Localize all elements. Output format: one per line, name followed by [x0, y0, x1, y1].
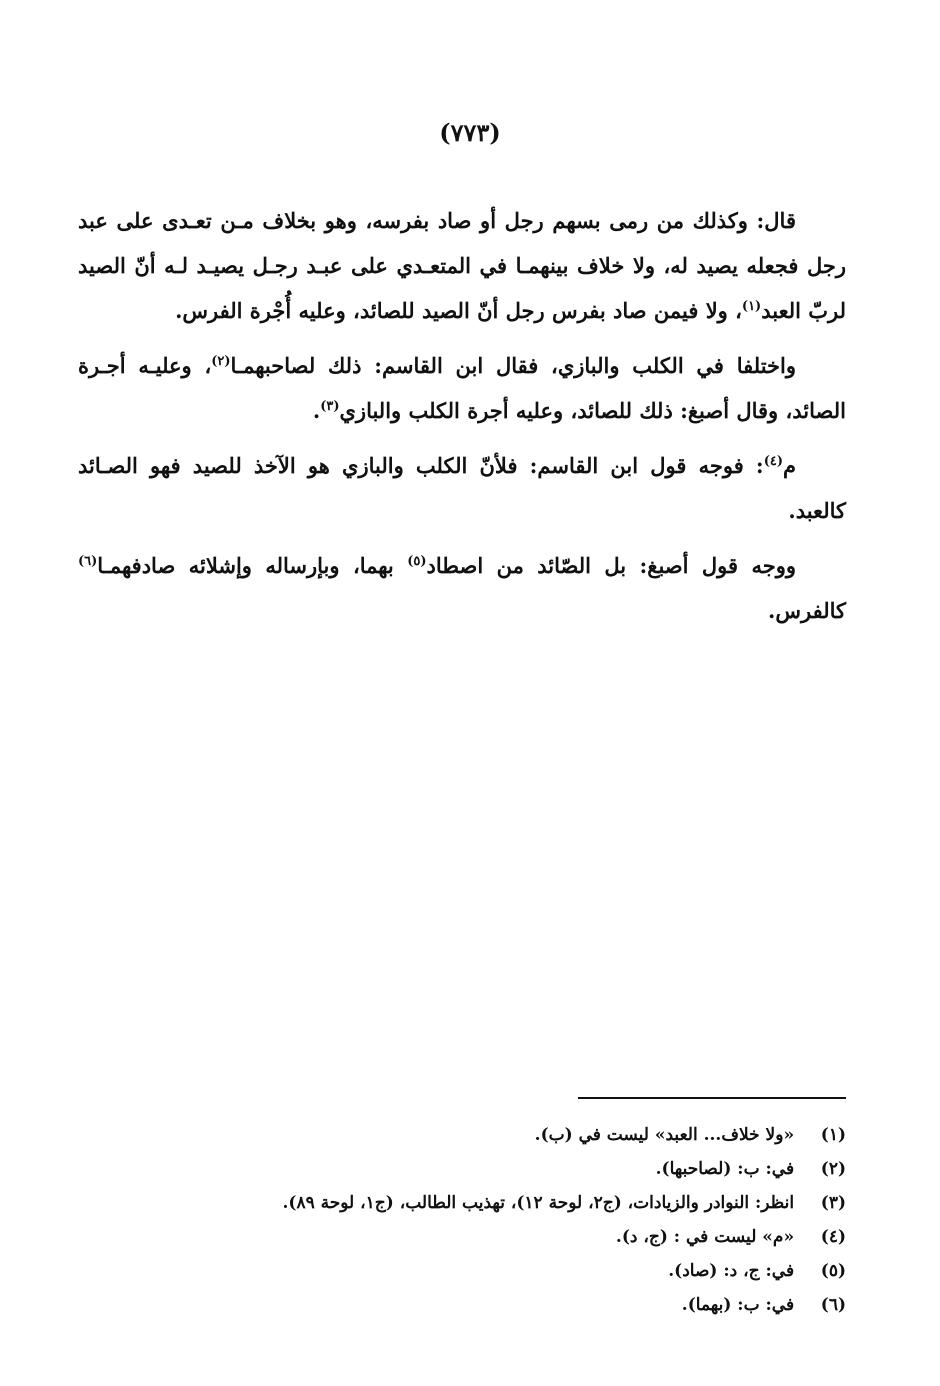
footnote-item [78, 1186, 846, 1220]
footnote-ref-1: (١) [741, 299, 762, 314]
paragraph-text: بهما، وبإرساله وإشلائه صادفهمـا [97, 553, 408, 578]
footnote-ref-5: (٥) [407, 554, 427, 569]
paragraph-text: ، ولا فيمن صاد بفرس رجل أنّ الصيد للصائد، وعليه أُجْرة الفرس. [175, 298, 742, 323]
paragraph-text: . [312, 398, 321, 423]
paragraph-text: : فوجه قول ابن القاسم: فلأنّ الكلب والبازي هو الآخذ للصيد فهو الصـائد كالعبد. [78, 453, 846, 523]
footnote-number: (٥) [820, 1261, 846, 1281]
footnote-divider [578, 1097, 846, 1099]
footnote-ref-2: (٢) [211, 354, 231, 369]
footnotes-list [78, 1118, 846, 1322]
footnote-item [78, 1254, 846, 1288]
footnote-text: في: ب: (لصاحبها). [655, 1159, 795, 1179]
footnote-number: (٦) [820, 1295, 846, 1315]
paragraph-text: واختلفا في الكلب والبازي، فقال ابن القاسم: ذلك لصاحبهمـا [230, 353, 796, 378]
paragraph-text: كالفرس. [768, 598, 846, 623]
footnote-ref-4: (٤) [763, 454, 783, 469]
footnote-number: (٤) [820, 1227, 846, 1247]
footnote-item [78, 1118, 846, 1152]
footnote-text: «م» ليست في : (ج، د). [615, 1227, 795, 1247]
footnote-text: في: ب: (بهما). [681, 1295, 795, 1315]
page-number: (٧٧٣) [439, 118, 501, 147]
paragraph-4 [78, 543, 846, 633]
footnote-ref-3: (٣) [320, 399, 340, 414]
paragraph-text: قال: وكذلك من رمى بسهم رجل أو صاد بفرسه، وهو بخلاف مـن تعـدى على عبد رجل فجعله يصيد له، ولا خلاف بينهمـا في المتعـدي على عبـد رجـل يصيـد لـه أنّ الصيد لربّ العبد [78, 208, 846, 323]
paragraph-2 [78, 343, 846, 433]
footnote-text: «ولا خلاف... العبد» ليست في (ب). [534, 1125, 795, 1145]
footnote-number: (٢) [820, 1159, 846, 1179]
footnote-item [78, 1220, 846, 1254]
paragraph-text: م [782, 453, 796, 478]
footnote-ref-6: (٦) [78, 554, 98, 569]
footnote-text: انظر: النوادر والزيادات، (ج٢، لوحة ١٢)، تهذيب الطالب، (ج١، لوحة ٨٩). [282, 1193, 795, 1213]
paragraph-text: ، وعليـه أجـرة الصائد، وقال أصبغ: ذلك للصائد، وعليه أجرة الكلب والبازي [78, 353, 846, 423]
paragraph-text: ووجه قول أصبغ: بل الصّائد من اصطاد [426, 553, 796, 578]
main-text [78, 198, 846, 643]
paragraph-3 [78, 443, 846, 533]
footnote-text: في: ج، د: (صاد). [668, 1261, 795, 1281]
footnote-number: (٣) [820, 1193, 846, 1213]
footnote-number: (١) [820, 1125, 846, 1145]
paragraph-1 [78, 198, 846, 333]
footnote-item [78, 1152, 846, 1186]
footnote-item [78, 1288, 846, 1322]
